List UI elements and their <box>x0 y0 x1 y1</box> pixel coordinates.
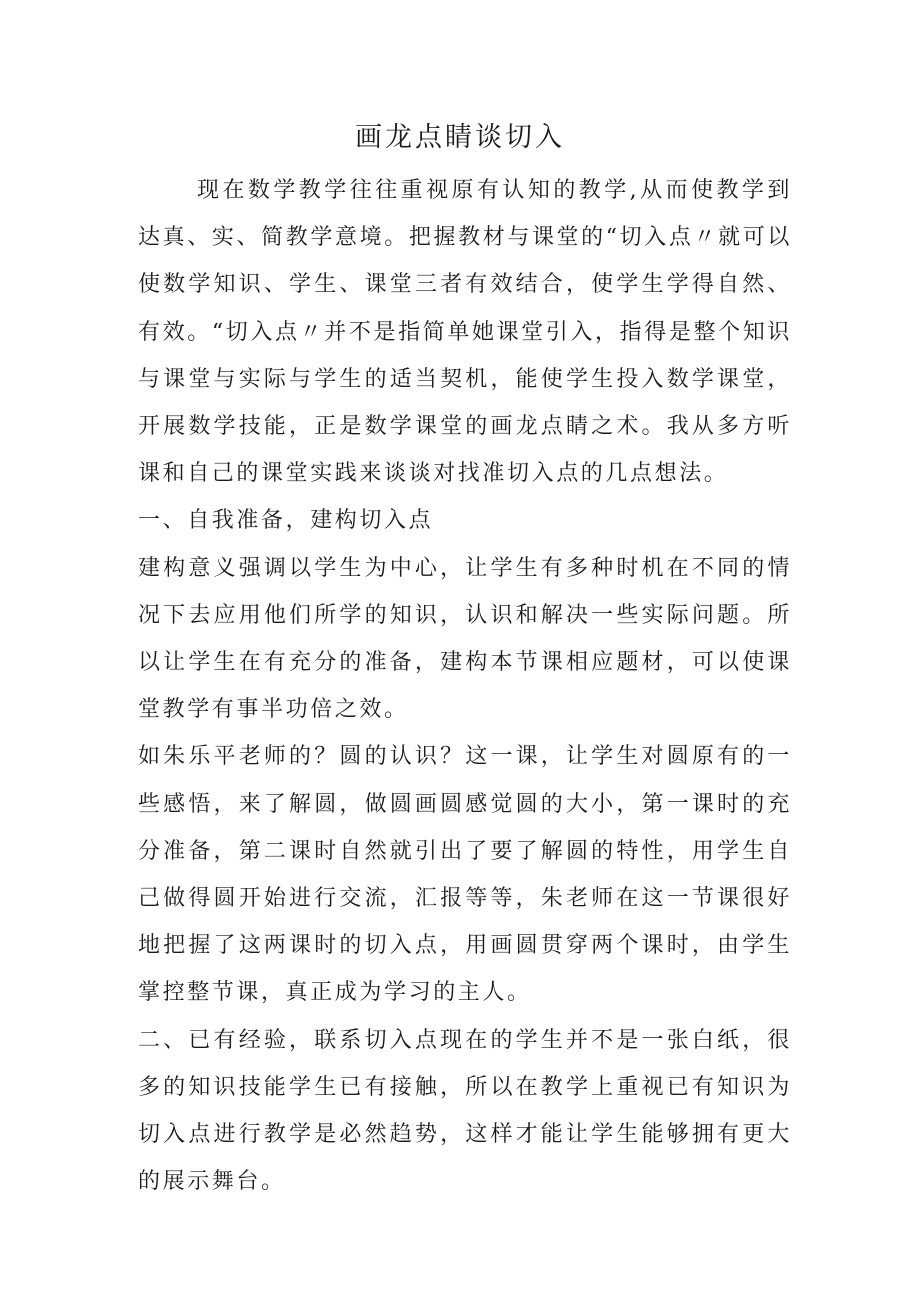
section-heading-1: 一、自我准备，建构切入点 <box>138 508 434 534</box>
section-1-paragraph: 建构意义强调以学生为中心，让学生有多种时机在不同的情况下去应用他们所学的知识，认识和解决一些实际问题。所以让学生在有充分的准备，建构本节课相应题材，可以使课堂教学有事半功倍之效。 <box>138 555 792 723</box>
document-title: 画龙点睛谈切入 <box>355 122 565 153</box>
example-paragraph: 如朱乐平老师的？圆的认识？这一课，让学生对圆原有的一些感悟，来了解圆，做圆画圆感觉圆的大小，第一课时的充分准备，第二课时自然就引出了要了解圆的特性，用学生自己做得圆开始进行交流，汇报等等，朱老师在这一节课很好地把握了这两课时的切入点，用画圆贯穿两个课时，由学生掌控整节课，真正成为学习的主人。 <box>138 744 792 1006</box>
intro-paragraph: 现在数学教学往往重视原有认知的教学,从而使教学到达真、实、简教学意境。把握教材与课堂的“切入点〃就可以使数学知识、学生、课堂三者有效结合，使学生学得自然、有效。“切入点〃并不是指简单她课堂引入，指得是整个知识与课堂与实际与学生的适当契机，能使学生投入数学课堂，开展数学技能，正是数学课堂的画龙点睛之术。我从多方听课和自己的课堂实践来谈谈对找准切入点的几点想法。 <box>138 178 792 487</box>
document-body <box>138 167 792 1205</box>
section-2-paragraph: 二、已有经验，联系切入点现在的学生并不是一张白纸，很多的知识技能学生已有接触，所以在教学上重视已有知识为切入点进行教学是必然趋势，这样才能让学生能够拥有更大的展示舞台。 <box>138 1027 792 1195</box>
